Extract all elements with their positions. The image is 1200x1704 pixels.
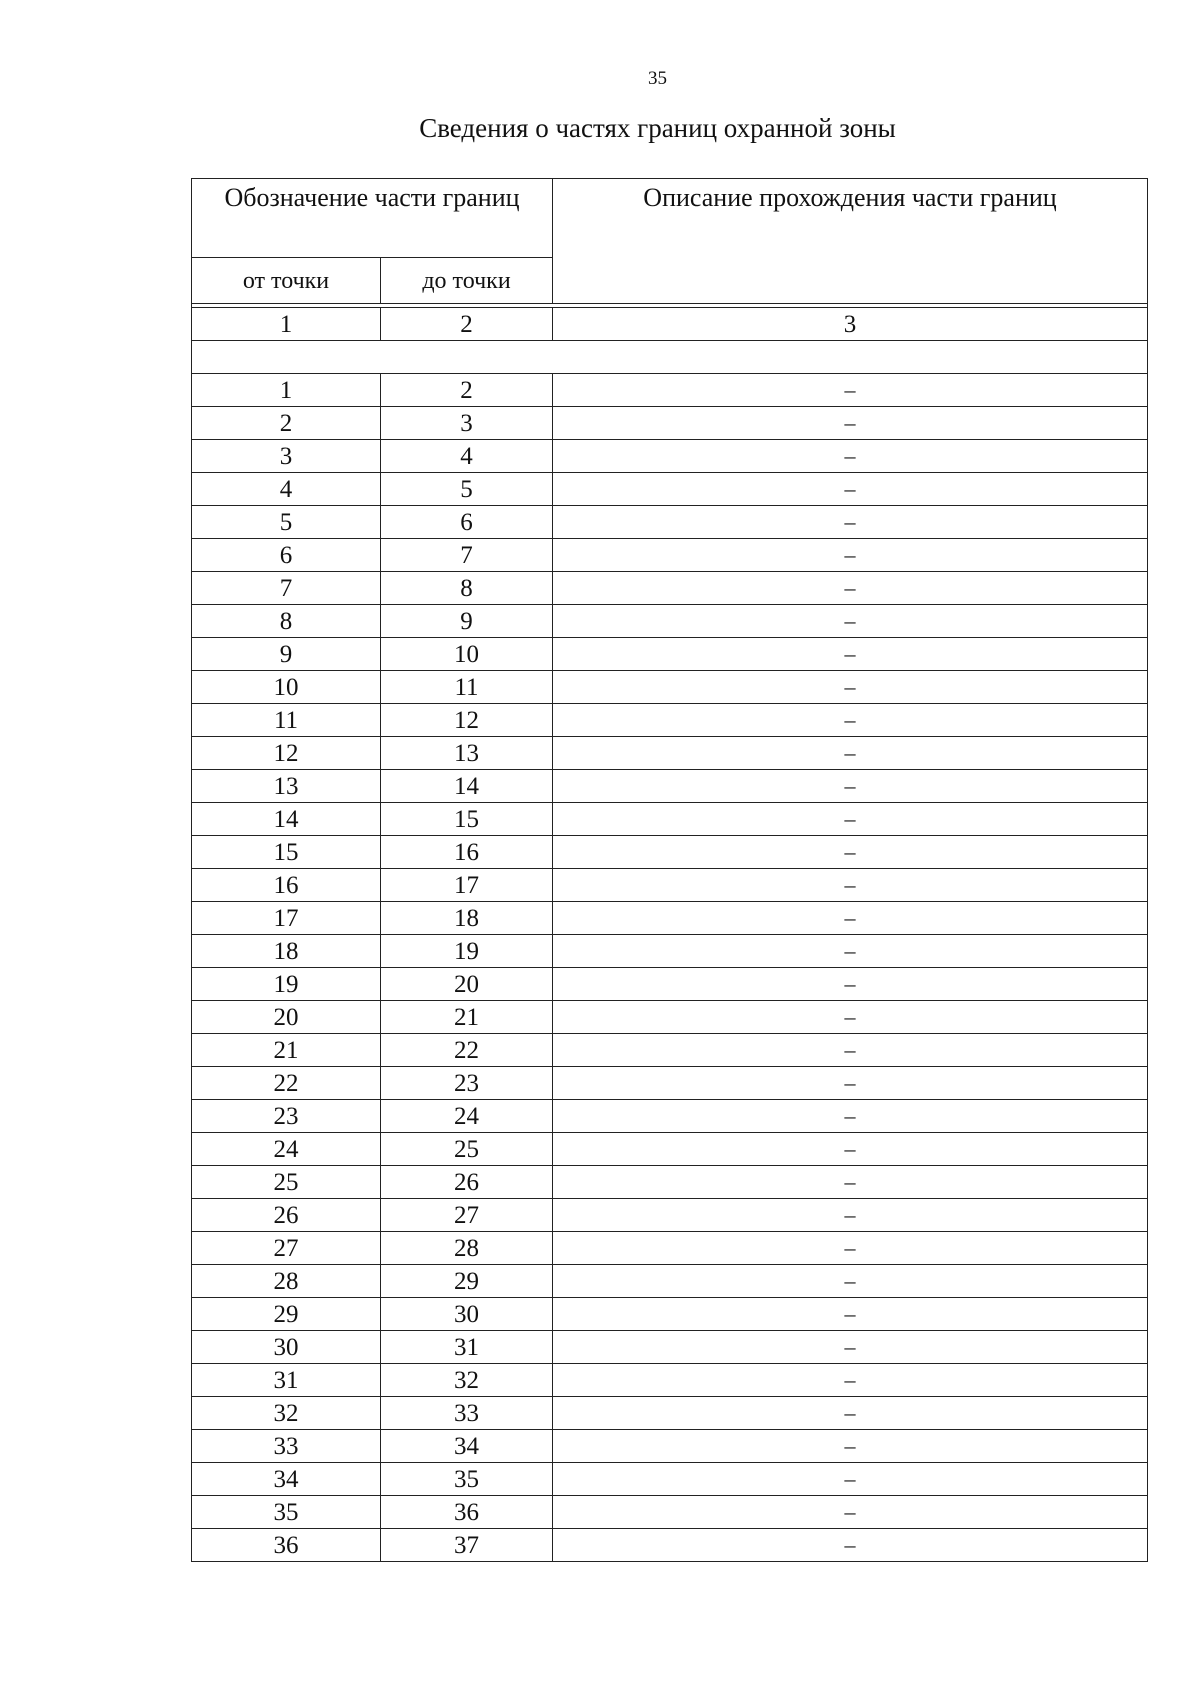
cell-from-point: 26 — [192, 1199, 381, 1232]
cell-description: – — [553, 1034, 1148, 1067]
cell-to-point: 22 — [381, 1034, 553, 1067]
cell-description: – — [553, 572, 1148, 605]
table-row — [192, 1463, 1148, 1496]
cell-to-point: 3 — [381, 407, 553, 440]
table-row — [192, 1100, 1148, 1133]
section-blank-row — [192, 341, 1148, 374]
cell-from-point: 34 — [192, 1463, 381, 1496]
cell-to-point: 14 — [381, 770, 553, 803]
cell-from-point: 30 — [192, 1331, 381, 1364]
cell-to-point: 4 — [381, 440, 553, 473]
cell-to-point: 18 — [381, 902, 553, 935]
cell-to-point: 13 — [381, 737, 553, 770]
cell-from-point: 35 — [192, 1496, 381, 1529]
cell-to-point: 8 — [381, 572, 553, 605]
table-row — [192, 803, 1148, 836]
table-row — [192, 473, 1148, 506]
cell-description: – — [553, 1265, 1148, 1298]
cell-to-point: 34 — [381, 1430, 553, 1463]
cell-from-point: 23 — [192, 1100, 381, 1133]
table-row — [192, 572, 1148, 605]
cell-from-point: 9 — [192, 638, 381, 671]
cell-from-point: 20 — [192, 1001, 381, 1034]
cell-description: – — [553, 1364, 1148, 1397]
table-row — [192, 1298, 1148, 1331]
cell-to-point: 36 — [381, 1496, 553, 1529]
cell-from-point: 14 — [192, 803, 381, 836]
cell-to-point: 11 — [381, 671, 553, 704]
table-row — [192, 770, 1148, 803]
table-row — [192, 968, 1148, 1001]
table-row — [192, 1364, 1148, 1397]
cell-description: – — [553, 935, 1148, 968]
cell-description: – — [553, 506, 1148, 539]
cell-from-point: 19 — [192, 968, 381, 1001]
table-row — [192, 1166, 1148, 1199]
cell-from-point: 8 — [192, 605, 381, 638]
cell-description: – — [553, 1529, 1148, 1562]
cell-from-point: 36 — [192, 1529, 381, 1562]
cell-from-point: 33 — [192, 1430, 381, 1463]
table-row — [192, 1496, 1148, 1529]
cell-from-point: 1 — [192, 374, 381, 407]
cell-from-point: 4 — [192, 473, 381, 506]
table-row — [192, 638, 1148, 671]
cell-description: – — [553, 1199, 1148, 1232]
cell-description: – — [553, 1133, 1148, 1166]
cell-description: – — [553, 1496, 1148, 1529]
table-row — [192, 1397, 1148, 1430]
table-row — [192, 1331, 1148, 1364]
cell-description: – — [553, 869, 1148, 902]
table-row — [192, 1529, 1148, 1562]
cell-from-point: 29 — [192, 1298, 381, 1331]
cell-description: – — [553, 1232, 1148, 1265]
cell-description: – — [553, 902, 1148, 935]
cell-description: – — [553, 737, 1148, 770]
cell-from-point: 6 — [192, 539, 381, 572]
table-row — [192, 902, 1148, 935]
cell-to-point: 26 — [381, 1166, 553, 1199]
cell-description: – — [553, 473, 1148, 506]
cell-to-point: 6 — [381, 506, 553, 539]
column-number-row — [192, 308, 1148, 341]
cell-to-point: 29 — [381, 1265, 553, 1298]
cell-from-point: 16 — [192, 869, 381, 902]
table-body — [192, 374, 1148, 1562]
cell-to-point: 7 — [381, 539, 553, 572]
cell-description: – — [553, 1430, 1148, 1463]
cell-from-point: 18 — [192, 935, 381, 968]
table-row — [192, 836, 1148, 869]
cell-description: – — [553, 539, 1148, 572]
header-boundary-part-description: Описание прохождения части границ — [553, 179, 1148, 304]
cell-to-point: 24 — [381, 1100, 553, 1133]
cell-from-point: 7 — [192, 572, 381, 605]
cell-description: – — [553, 605, 1148, 638]
cell-description: – — [553, 803, 1148, 836]
cell-to-point: 28 — [381, 1232, 553, 1265]
cell-from-point: 11 — [192, 704, 381, 737]
cell-from-point: 27 — [192, 1232, 381, 1265]
cell-description: – — [553, 1100, 1148, 1133]
cell-description: – — [553, 1397, 1148, 1430]
header-boundary-part-designation: Обозначение части границ — [192, 179, 553, 258]
page-title: Сведения о частях границ охранной зоны — [419, 113, 896, 143]
cell-to-point: 12 — [381, 704, 553, 737]
cell-description: – — [553, 1166, 1148, 1199]
table-row — [192, 1067, 1148, 1100]
table-row — [192, 1199, 1148, 1232]
page-number: 35 — [648, 68, 667, 89]
cell-from-point: 10 — [192, 671, 381, 704]
table-row — [192, 935, 1148, 968]
cell-to-point: 2 — [381, 374, 553, 407]
cell-to-point: 37 — [381, 1529, 553, 1562]
table-row — [192, 506, 1148, 539]
column-number-3: 3 — [553, 308, 1148, 341]
column-number-1: 1 — [192, 308, 381, 341]
cell-from-point: 22 — [192, 1067, 381, 1100]
cell-description: – — [553, 770, 1148, 803]
cell-from-point: 12 — [192, 737, 381, 770]
cell-from-point: 24 — [192, 1133, 381, 1166]
cell-from-point: 15 — [192, 836, 381, 869]
section-blank-cell — [192, 341, 1148, 374]
table-header — [192, 179, 1148, 304]
cell-to-point: 16 — [381, 836, 553, 869]
cell-description: – — [553, 1298, 1148, 1331]
cell-description: – — [553, 1067, 1148, 1100]
cell-description: – — [553, 1463, 1148, 1496]
table-row — [192, 1430, 1148, 1463]
cell-description: – — [553, 638, 1148, 671]
table-row — [192, 1001, 1148, 1034]
table-row — [192, 440, 1148, 473]
cell-description: – — [553, 836, 1148, 869]
cell-to-point: 27 — [381, 1199, 553, 1232]
table-row — [192, 1232, 1148, 1265]
cell-to-point: 30 — [381, 1298, 553, 1331]
cell-to-point: 31 — [381, 1331, 553, 1364]
cell-from-point: 28 — [192, 1265, 381, 1298]
cell-from-point: 31 — [192, 1364, 381, 1397]
cell-from-point: 21 — [192, 1034, 381, 1067]
cell-to-point: 5 — [381, 473, 553, 506]
table-row — [192, 1265, 1148, 1298]
table-subheader — [192, 304, 1148, 374]
cell-to-point: 35 — [381, 1463, 553, 1496]
cell-from-point: 5 — [192, 506, 381, 539]
header-to-point: до точки — [381, 258, 553, 304]
cell-to-point: 21 — [381, 1001, 553, 1034]
cell-to-point: 23 — [381, 1067, 553, 1100]
table-row — [192, 869, 1148, 902]
cell-to-point: 19 — [381, 935, 553, 968]
cell-from-point: 13 — [192, 770, 381, 803]
table-row — [192, 1133, 1148, 1166]
cell-to-point: 10 — [381, 638, 553, 671]
cell-description: – — [553, 704, 1148, 737]
cell-description: – — [553, 1001, 1148, 1034]
cell-description: – — [553, 968, 1148, 1001]
table-row — [192, 374, 1148, 407]
cell-from-point: 3 — [192, 440, 381, 473]
table-row — [192, 1034, 1148, 1067]
cell-to-point: 20 — [381, 968, 553, 1001]
header-from-point: от точки — [192, 258, 381, 304]
cell-to-point: 15 — [381, 803, 553, 836]
cell-description: – — [553, 440, 1148, 473]
table-row — [192, 704, 1148, 737]
cell-to-point: 25 — [381, 1133, 553, 1166]
cell-to-point: 17 — [381, 869, 553, 902]
cell-to-point: 9 — [381, 605, 553, 638]
cell-description: – — [553, 671, 1148, 704]
table-row — [192, 737, 1148, 770]
cell-from-point: 2 — [192, 407, 381, 440]
table-row — [192, 407, 1148, 440]
boundary-parts-table — [191, 178, 1148, 1562]
table-row — [192, 671, 1148, 704]
cell-description: – — [553, 374, 1148, 407]
cell-to-point: 33 — [381, 1397, 553, 1430]
cell-description: – — [553, 1331, 1148, 1364]
table-row — [192, 539, 1148, 572]
cell-from-point: 17 — [192, 902, 381, 935]
cell-description: – — [553, 407, 1148, 440]
column-number-2: 2 — [381, 308, 553, 341]
cell-from-point: 32 — [192, 1397, 381, 1430]
cell-to-point: 32 — [381, 1364, 553, 1397]
table-row — [192, 605, 1148, 638]
cell-from-point: 25 — [192, 1166, 381, 1199]
